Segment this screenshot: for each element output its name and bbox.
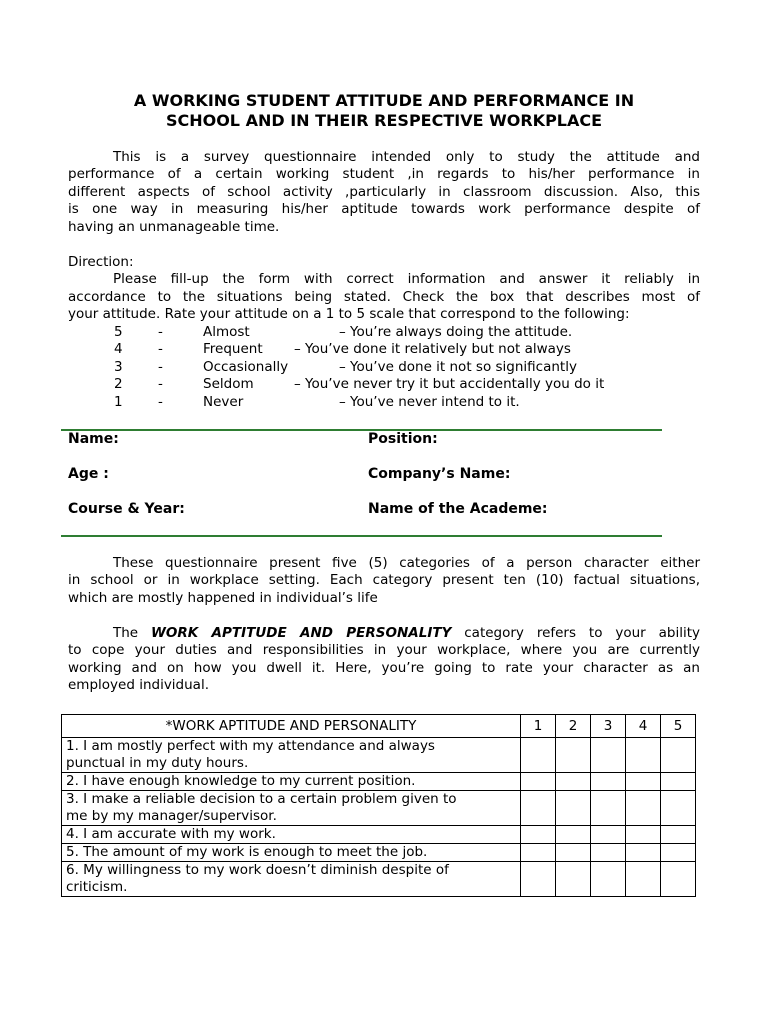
position-field-label[interactable]: Position:	[368, 431, 438, 447]
rating-checkbox-2[interactable]	[556, 738, 591, 773]
scale-dash: -	[158, 324, 163, 340]
scale-word: Never	[203, 393, 244, 410]
scale-number: 5	[114, 324, 123, 340]
rating-checkbox-4[interactable]	[626, 773, 661, 791]
rating-checkbox-2[interactable]	[556, 773, 591, 791]
scale-description: – You’ve never intend to it.	[339, 393, 520, 410]
rating-header-3: 3	[591, 715, 626, 738]
document-title	[60, 91, 708, 131]
intro-paragraph	[68, 149, 700, 236]
intro-line-2: performance of a certain working student ,in regards to his/her performance in	[68, 166, 700, 183]
rating-checkbox-2[interactable]	[556, 862, 591, 897]
rating-checkbox-5[interactable]	[661, 844, 696, 862]
scale-number: 3	[114, 358, 123, 375]
work-category-emphasis: WORK APTITUDE AND PERSONALITY	[151, 625, 452, 641]
scale-row	[68, 324, 708, 341]
survey-table	[61, 714, 696, 897]
categories-line-2: in school or in workplace setting. Each category present ten (10) factual situations,	[68, 572, 700, 589]
scale-description: – You’ve done it relatively but not always	[294, 341, 571, 358]
divider-top	[61, 429, 662, 431]
rating-checkbox-2[interactable]	[556, 844, 591, 862]
table-row	[62, 791, 696, 826]
question-cell	[62, 773, 521, 791]
title-line-1: A WORKING STUDENT ATTITUDE AND PERFORMANCE IN	[133, 91, 635, 110]
rating-header-5: 5	[661, 715, 696, 738]
rating-checkbox-2[interactable]	[556, 826, 591, 844]
scale-number: 2	[114, 376, 123, 393]
rating-checkbox-5[interactable]	[661, 738, 696, 773]
direction-line-3: your attitude. Rate your attitude on a 1 to 5 scale that correspond to the following:	[68, 306, 630, 323]
rating-checkbox-5[interactable]	[661, 826, 696, 844]
table-row	[62, 862, 696, 897]
scale-number: 4	[114, 341, 123, 358]
scale-row	[68, 376, 708, 393]
intro-line-1: This is a survey questionnaire intended only to study the attitude and	[113, 149, 700, 165]
scale-row	[68, 341, 708, 358]
intro-line-5: having an unmanageable time.	[68, 218, 280, 235]
question-cell	[62, 862, 521, 897]
rating-checkbox-4[interactable]	[626, 826, 661, 844]
rating-checkbox-3[interactable]	[591, 773, 626, 791]
rating-checkbox-5[interactable]	[661, 791, 696, 826]
course-year-field-label[interactable]: Course & Year:	[68, 501, 185, 517]
rating-checkbox-3[interactable]	[591, 791, 626, 826]
rating-checkbox-4[interactable]	[626, 738, 661, 773]
scale-description: – You’ve done it not so significantly	[339, 358, 577, 375]
rating-header-4: 4	[626, 715, 661, 738]
work-line-4: employed individual.	[68, 677, 209, 694]
rating-header-2: 2	[556, 715, 591, 738]
direction-heading: Direction:	[68, 254, 134, 270]
age-field-label[interactable]: Age :	[68, 466, 109, 482]
rating-header-1: 1	[521, 715, 556, 738]
rating-checkbox-5[interactable]	[661, 773, 696, 791]
scale-row	[68, 359, 708, 376]
question-text: 2. I have enough knowledge to my current position.	[66, 773, 416, 789]
rating-checkbox-1[interactable]	[521, 862, 556, 897]
rating-checkbox-1[interactable]	[521, 791, 556, 826]
table-header-row	[62, 715, 696, 738]
rating-checkbox-1[interactable]	[521, 826, 556, 844]
scale-word: Seldom	[203, 376, 254, 393]
title-line-2: SCHOOL AND IN THEIR RESPECTIVE WORKPLACE	[165, 111, 603, 130]
question-text: 6. My willingness to my work doesn’t diminish despite of	[66, 862, 449, 878]
table-row	[62, 844, 696, 862]
divider-bottom	[61, 535, 662, 537]
intro-line-4: is one way in measuring his/her aptitude towards work performance despite of	[68, 201, 700, 218]
table-row	[62, 826, 696, 844]
question-cell	[62, 844, 521, 862]
rating-checkbox-4[interactable]	[626, 791, 661, 826]
question-text: me by my manager/supervisor.	[66, 808, 277, 824]
direction-section	[68, 254, 700, 324]
company-name-field-label[interactable]: Company’s Name:	[368, 466, 511, 482]
rating-checkbox-1[interactable]	[521, 738, 556, 773]
scale-description: – You’re always doing the attitude.	[339, 324, 573, 340]
scale-number: 1	[114, 393, 123, 410]
rating-checkbox-3[interactable]	[591, 738, 626, 773]
scale-dash: -	[158, 376, 163, 393]
scale-word: Almost	[203, 324, 250, 340]
intro-line-3: different aspects of school activity ,particularly in classroom discussion. Also, this	[68, 183, 700, 200]
table-header-category: *WORK APTITUDE AND PERSONALITY	[62, 715, 521, 738]
question-text: criticism.	[66, 879, 128, 895]
rating-checkbox-4[interactable]	[626, 862, 661, 897]
scale-dash: -	[158, 393, 163, 410]
scale-row	[68, 394, 708, 411]
scale-word: Occasionally	[203, 358, 289, 375]
scale-dash: -	[158, 341, 163, 358]
categories-line-1: These questionnaire present five (5) categories of a person character either	[113, 555, 700, 571]
scale-word: Frequent	[203, 341, 263, 358]
table-row	[62, 738, 696, 773]
work-line-3: working and on how you dwell it. Here, you’re going to rate your character as an	[68, 659, 700, 676]
rating-checkbox-2[interactable]	[556, 791, 591, 826]
academe-name-field-label[interactable]: Name of the Academe:	[368, 501, 548, 517]
rating-checkbox-4[interactable]	[626, 844, 661, 862]
rating-checkbox-3[interactable]	[591, 826, 626, 844]
work-aptitude-paragraph	[68, 625, 700, 695]
direction-line-1: Please fill-up the form with correct information and answer it reliably in	[113, 271, 700, 288]
scale-description: – You’ve never try it but accidentally you do it	[294, 376, 605, 393]
name-field-label[interactable]: Name:	[68, 431, 119, 447]
categories-paragraph	[68, 555, 700, 607]
rating-checkbox-3[interactable]	[591, 862, 626, 897]
question-text: 5. The amount of my work is enough to meet the job.	[66, 844, 428, 860]
table-row	[62, 773, 696, 791]
categories-line-3: which are mostly happened in individual’s life	[68, 589, 378, 606]
work-prefix: The	[113, 625, 152, 641]
question-cell	[62, 791, 521, 826]
rating-scale-legend	[68, 324, 708, 411]
rating-checkbox-3[interactable]	[591, 844, 626, 862]
question-text: punctual in my duty hours.	[66, 755, 249, 771]
question-cell	[62, 826, 521, 844]
rating-checkbox-1[interactable]	[521, 844, 556, 862]
work-line-2: to cope your duties and responsibilities in your workplace, where you are currently	[68, 642, 700, 659]
question-text: 3. I make a reliable decision to a certain problem given to	[66, 791, 457, 807]
direction-line-2: accordance to the situations being stated. Check the box that describes most of	[68, 288, 700, 305]
rating-checkbox-5[interactable]	[661, 862, 696, 897]
scale-dash: -	[158, 358, 163, 375]
question-text: 4. I am accurate with my work.	[66, 826, 276, 842]
work-line-1-rest: category refers to your ability	[451, 625, 701, 641]
rating-checkbox-1[interactable]	[521, 773, 556, 791]
question-text: 1. I am mostly perfect with my attendance and always	[66, 738, 435, 754]
question-cell	[62, 738, 521, 773]
